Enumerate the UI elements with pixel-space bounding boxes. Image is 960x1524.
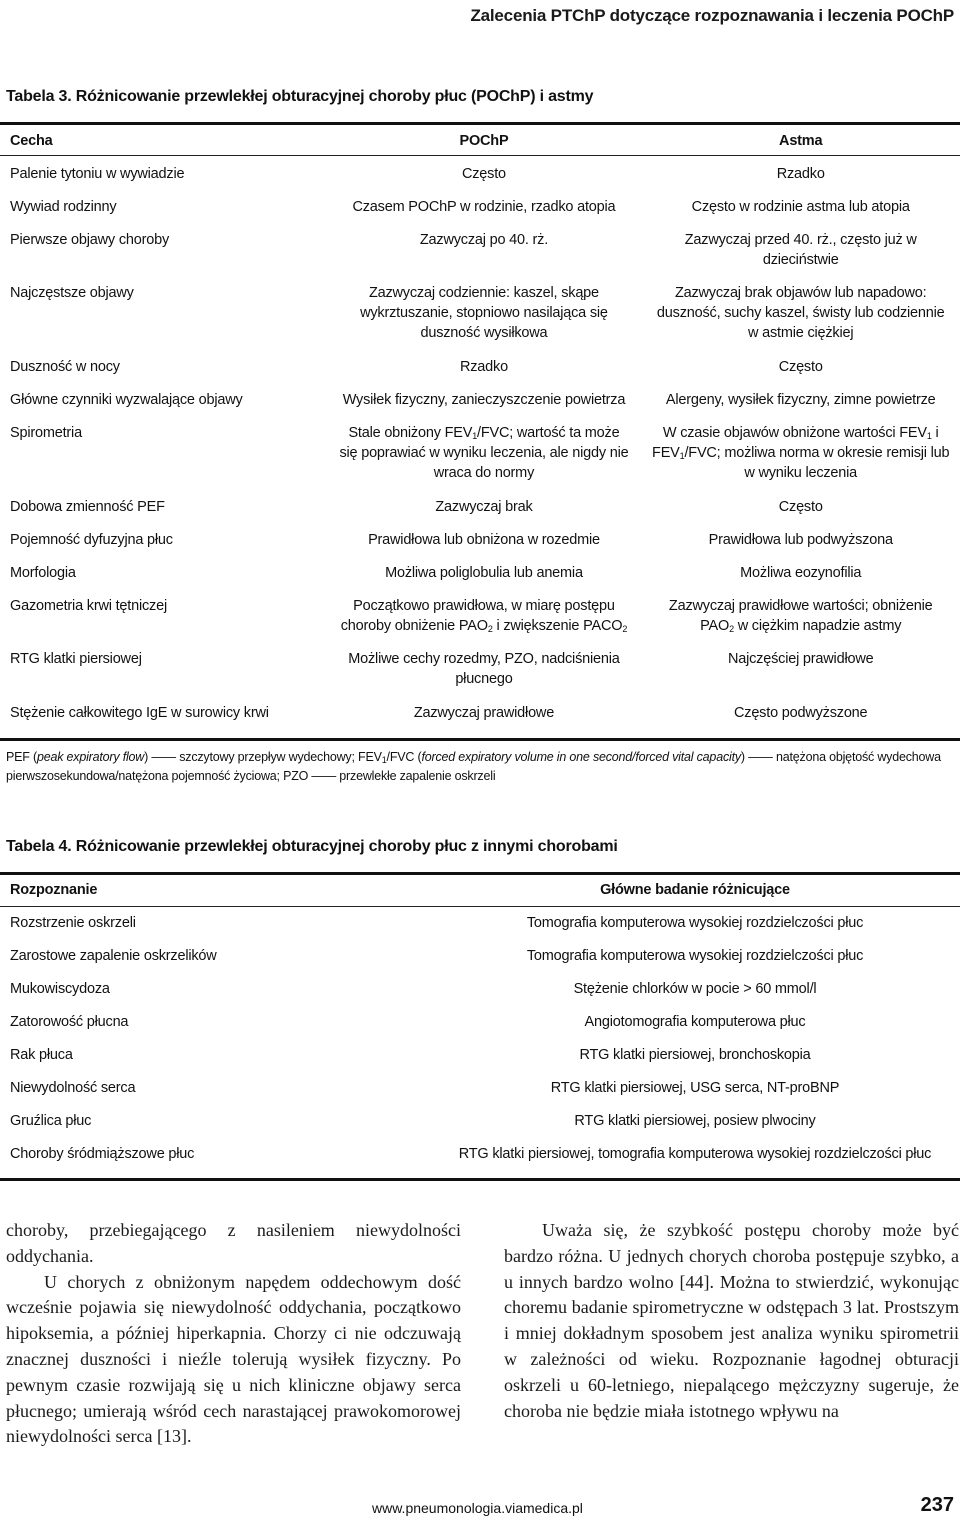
running-header: Zalecenia PTChP dotyczące rozpoznawania i leczenia POChP bbox=[470, 6, 954, 25]
table-cell: Zarostowe zapalenie oskrzelików bbox=[10, 947, 217, 964]
table3-bottom-rule bbox=[0, 738, 960, 741]
table-row bbox=[0, 589, 960, 642]
table-cell: Często w rodzinie astma lub atopia bbox=[691, 199, 910, 215]
cell-text: Zazwyczaj brak objawów lub napadowo: duszność, suchy kaszel, świsty lub codziennie w astmie ciężkiej bbox=[656, 285, 945, 341]
table-cell: Często bbox=[461, 166, 506, 182]
table-cell bbox=[641, 276, 960, 350]
table3 bbox=[0, 126, 960, 730]
table-cell: Możliwa poliglobulia lub anemia bbox=[385, 565, 583, 581]
footer-url[interactable]: www.pneumonologia.viamedica.pl bbox=[372, 1500, 583, 1516]
table3-footnote: PEF (peak expiratory flow) —— szczytowy przepływ wydechowy; $FEV_1$/FVC (forced expiratory volume in one second/forced vital capacity) —— natężona objętość wydechowa pierwszosekundowa/natężona pojemność życiowa; PZO —— przewlekłe zapalenie oskrzeli bbox=[6, 750, 941, 783]
table-row bbox=[0, 972, 960, 1005]
table-row bbox=[0, 1038, 960, 1071]
table-cell: Zazwyczaj brak bbox=[435, 499, 533, 515]
table-cell: Pojemność dyfuzyjna płuc bbox=[10, 532, 173, 548]
table3-col-feature: Cecha bbox=[10, 133, 53, 149]
table3-header-row bbox=[0, 126, 960, 156]
table3-title bbox=[6, 88, 593, 106]
table-cell bbox=[326, 642, 641, 696]
table4 bbox=[0, 874, 960, 1170]
table-cell: Alergeny, wysiłek fizyczny, zimne powietrze bbox=[665, 392, 936, 408]
table-cell: Często bbox=[778, 499, 823, 515]
table-cell bbox=[326, 416, 641, 490]
table-cell: Gazometria krwi tętniczej bbox=[10, 598, 167, 614]
table-cell: Duszność w nocy bbox=[10, 359, 120, 375]
table-cell: Gruźlica płuc bbox=[10, 1112, 92, 1129]
table4-title bbox=[6, 838, 618, 856]
table-row bbox=[0, 906, 960, 939]
table-cell: RTG klatki piersiowej, posiew plwociny bbox=[574, 1112, 816, 1129]
table4-header-row bbox=[0, 874, 960, 906]
table-row bbox=[0, 383, 960, 416]
table-row bbox=[0, 696, 960, 730]
table-row bbox=[0, 939, 960, 972]
table-cell: Rak płuca bbox=[10, 1046, 73, 1063]
table-cell: Często podwyższone bbox=[734, 705, 868, 721]
table4-col-main-test: Główne badanie różnicujące bbox=[600, 882, 790, 898]
table-cell: Możliwa eozynofilia bbox=[740, 565, 862, 581]
page-number: 237 bbox=[920, 1494, 954, 1516]
table-cell: Główne czynniki wyzwalające objawy bbox=[10, 392, 243, 408]
table-cell: Zazwyczaj prawidłowe bbox=[413, 705, 555, 721]
table-row bbox=[0, 1071, 960, 1104]
table-row bbox=[0, 190, 960, 223]
table-cell: Palenie tytoniu w wywiadzie bbox=[10, 166, 185, 182]
table-cell: Najczęściej prawidłowe bbox=[727, 651, 874, 667]
table-cell bbox=[641, 223, 960, 276]
table-cell: Mukowiscydoza bbox=[10, 980, 110, 997]
table-cell: Rzadko bbox=[459, 359, 508, 375]
cell-text: Zazwyczaj codziennie: kaszel, skąpe wykrztuszanie, stopniowo nasilająca się duszność wysiłkowa bbox=[360, 285, 608, 341]
cell-text: Możliwe cechy rozedmy, PZO, nadciśnienia płucnego bbox=[348, 651, 620, 687]
table-cell: RTG klatki piersiowej bbox=[10, 651, 142, 667]
table-cell: Spirometria bbox=[10, 425, 82, 441]
table-row bbox=[0, 416, 960, 490]
cell-text: Zazwyczaj prawidłowe wartości; obniżenie $PAO_2$ w ciężkim napadzie astmy bbox=[668, 598, 933, 634]
table-cell: Często bbox=[778, 359, 823, 375]
table3-caption: Różnicowanie przewlekłej obturacyjnej choroby płuc (POChP) i astmy bbox=[75, 88, 594, 105]
table-cell: Stężenie całkowitego IgE w surowicy krwi bbox=[10, 705, 269, 721]
cell-text: Stale obniżony $FEV_1$/FVC; wartość ta może się poprawiać w wyniku leczenia, ale nigdy nie wraca do normy bbox=[339, 425, 629, 481]
table-cell: Wysiłek fizyczny, zanieczyszczenie powietrza bbox=[342, 392, 626, 408]
table-cell: Tomografia komputerowa wysokiej rozdzielczości płuc bbox=[526, 914, 864, 931]
cell-text: W czasie objawów obniżone wartości $FEV_1$ i $FEV_1$/FVC; możliwa norma w okresie remisji lub w wyniku leczenia bbox=[652, 425, 950, 481]
cell-text: Początkowo prawidłowa, w miarę postępu choroby obniżenie $PAO_2$ i zwiększenie $PACO_2$ bbox=[340, 598, 628, 634]
table-row bbox=[0, 642, 960, 696]
table-row bbox=[0, 350, 960, 383]
table-cell: Choroby śródmiąższowe płuc bbox=[10, 1145, 195, 1162]
table-cell: Tomografia komputerowa wysokiej rozdzielczości płuc bbox=[526, 947, 864, 964]
table-cell: Prawidłowa lub podwyższona bbox=[708, 532, 893, 548]
table-cell bbox=[641, 416, 960, 490]
table3-top-rule bbox=[0, 122, 960, 125]
table-cell: Najczęstsze objawy bbox=[10, 285, 134, 301]
table-cell: RTG klatki piersiowej, tomografia komputerowa wysokiej rozdzielczości płuc bbox=[458, 1145, 932, 1162]
table-cell: RTG klatki piersiowej, bronchoskopia bbox=[579, 1046, 811, 1063]
table-cell: Angiotomografia komputerowa płuc bbox=[584, 1013, 806, 1030]
table3-col-asthma: Astma bbox=[779, 133, 823, 149]
table-cell: Rozstrzenie oskrzeli bbox=[10, 914, 136, 931]
body-column-left bbox=[6, 1218, 461, 1450]
table-cell: Czasem POChP w rodzinie, rzadko atopia bbox=[352, 199, 616, 215]
table-cell bbox=[641, 589, 960, 642]
table-cell: Stężenie chlorków w pocie > 60 mmol/l bbox=[573, 980, 817, 997]
body-paragraph: Uważa się, że szybkość postępu choroby może być bardzo różna. U jednych chorych choroba postępuje szybko, a u innych bardzo wolno [44]. Można to stwierdzić, wykonując choremu badanie spirometryczne w odstępach 3 lat. Prostszym i mniej dokładnym sposobem jest analiza wyniku spirometrii w zależności od wieku. Rozpoznanie łagodnej obturacji oskrzeli u 60-letniego, niepalącego mężczyzny sugeruje, że choroba nie będzie miała istotnego wpływu na bbox=[504, 1220, 959, 1421]
table-row bbox=[0, 223, 960, 276]
table-row bbox=[0, 523, 960, 556]
table-cell: Morfologia bbox=[10, 565, 76, 581]
table-cell: Prawidłowa lub obniżona w rozedmie bbox=[368, 532, 600, 548]
table-row bbox=[0, 1104, 960, 1137]
table4-col-diagnosis: Rozpoznanie bbox=[10, 882, 98, 898]
table4-caption: Różnicowanie przewlekłej obturacyjnej choroby płuc z innymi chorobami bbox=[75, 838, 618, 855]
table-cell bbox=[326, 589, 641, 642]
body-paragraph: U chorych z obniżonym napędem oddechowym dość wcześnie pojawia się niewydolność oddychania, początkowo hipoksemia, a później hiperkapnia. Chorzy ci nie odczuwają znacznej duszności i nieźle tolerują wysiłek fizyczny. Po pewnym czasie rozwijają się u nich kliniczne objawy serca płucnego; umierają wśród cech narastającej prawokomorowej niewydolności serca [13]. bbox=[6, 1271, 461, 1447]
table-cell bbox=[326, 276, 641, 350]
cell-text: Zazwyczaj przed 40. rż., często już w dzieciństwie bbox=[684, 232, 917, 268]
table-cell: Rzadko bbox=[776, 166, 825, 182]
table-row bbox=[0, 556, 960, 589]
table-row bbox=[0, 156, 960, 190]
table-row bbox=[0, 1137, 960, 1170]
table3-label: Tabela 3. bbox=[6, 88, 72, 105]
table-cell: Zazwyczaj po 40. rż. bbox=[419, 232, 549, 248]
table-cell: Dobowa zmienność PEF bbox=[10, 499, 165, 515]
table-row bbox=[0, 276, 960, 350]
table-cell: Pierwsze objawy choroby bbox=[10, 232, 169, 248]
table4-label: Tabela 4. bbox=[6, 838, 72, 855]
table-row bbox=[0, 490, 960, 523]
table-cell: Wywiad rodzinny bbox=[10, 199, 117, 215]
body-column-right bbox=[504, 1218, 959, 1424]
table3-col-copd: POChP bbox=[459, 133, 509, 149]
table-cell: Niewydolność serca bbox=[10, 1079, 136, 1096]
table-row bbox=[0, 1005, 960, 1038]
table-cell: RTG klatki piersiowej, USG serca, NT-proBNP bbox=[550, 1079, 840, 1096]
body-paragraph: choroby, przebiegającego z nasileniem niewydolności oddychania. bbox=[6, 1220, 461, 1266]
table4-bottom-rule bbox=[0, 1178, 960, 1181]
table-cell: Zatorowość płucna bbox=[10, 1013, 129, 1030]
